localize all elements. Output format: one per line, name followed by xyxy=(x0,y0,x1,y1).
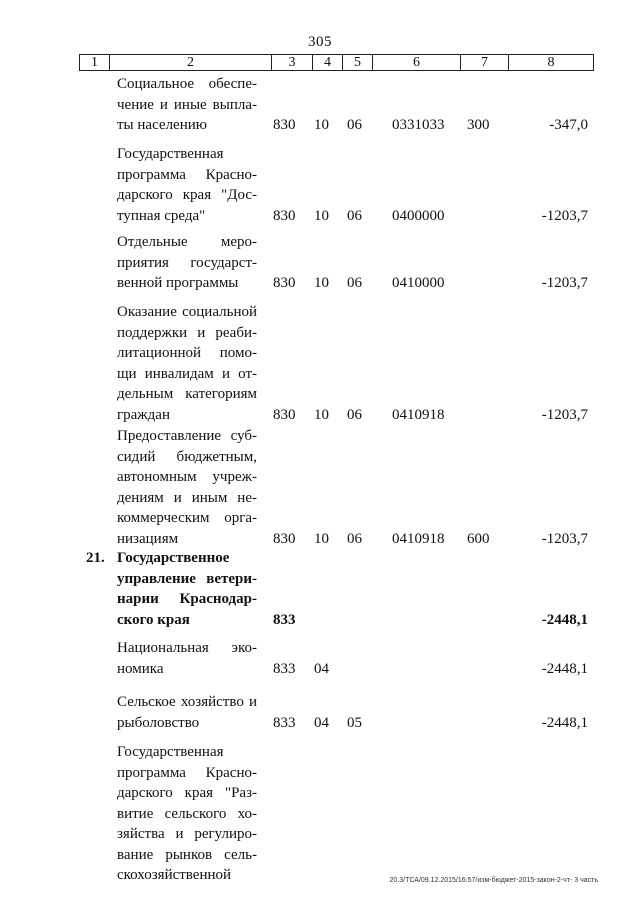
row-name-line: щи инвалидам и от- xyxy=(117,365,257,382)
row-name xyxy=(117,302,257,425)
cell-col-3: 833 xyxy=(273,660,296,677)
cell-col-8: -1203,7 xyxy=(541,275,588,291)
row-name-line: коммерческим орга- xyxy=(117,510,257,526)
row-name-line: чение и иные выпла- xyxy=(117,96,257,113)
cell-col-6: 0331033 xyxy=(392,117,445,133)
column-header-row xyxy=(80,55,594,71)
row-name-line: Государственное xyxy=(117,550,230,566)
row-name-line: поддержки и реаби- xyxy=(117,324,257,341)
row-name-line: нарии Краснодар- xyxy=(117,591,257,607)
cell-col-4: 10 xyxy=(314,117,329,133)
row-name-line: Предоставление суб- xyxy=(117,428,257,444)
cell-col-6: 0410000 xyxy=(392,275,445,291)
row-name-line: зяйства и регулиро- xyxy=(117,826,257,842)
cell-col-6: 0410918 xyxy=(392,406,445,423)
cell-col-3: 830 xyxy=(273,275,296,291)
row-name-line: витие сельского хо- xyxy=(117,805,257,822)
row-name-line: литационной помо- xyxy=(117,345,257,361)
cell-col-5: 06 xyxy=(347,207,362,224)
column-header-6: 6 xyxy=(373,55,461,71)
column-header-table xyxy=(79,54,594,71)
row-name-line: граждан xyxy=(117,406,170,423)
column-header-8: 8 xyxy=(509,55,594,71)
cell-col-6: 0410918 xyxy=(392,530,445,547)
cell-col-3: 830 xyxy=(273,406,296,423)
row-name-line: номика xyxy=(117,660,164,677)
row-name-line: скохозяйственной xyxy=(117,867,232,883)
cell-col-8: -2448,1 xyxy=(541,611,588,628)
row-name-line: ты населению xyxy=(117,117,207,133)
row-name xyxy=(117,74,257,136)
cell-col-7: 300 xyxy=(467,117,490,133)
page-number: 305 xyxy=(308,34,332,50)
cell-col-5: 06 xyxy=(347,530,362,547)
row-name-line: вание рынков сель- xyxy=(117,846,257,863)
row-name-line: Оказание социальной xyxy=(117,304,257,320)
row-name-line: Государственная xyxy=(117,146,224,162)
column-header-7: 7 xyxy=(461,55,509,71)
row-name-line: программа Красно- xyxy=(117,166,257,183)
cell-col-4: 10 xyxy=(314,406,329,423)
cell-col-3: 833 xyxy=(273,611,296,628)
cell-col-5: 06 xyxy=(347,275,362,291)
row-name-line: сидий бюджетным, xyxy=(117,448,257,465)
row-name-line: управление ветери- xyxy=(117,570,257,587)
row-name-line: дениям и иным не- xyxy=(117,489,257,506)
row-name-line: программа Красно- xyxy=(117,764,257,781)
row-name-line: приятия государст- xyxy=(117,254,257,271)
cell-col-8: -1203,7 xyxy=(541,207,588,224)
cell-col-5: 06 xyxy=(347,117,362,133)
cell-col-8: -2448,1 xyxy=(541,714,588,731)
cell-col-4: 04 xyxy=(314,714,329,731)
row-name-line: Социальное обеспе- xyxy=(117,76,257,92)
row-name-line: тупная среда" xyxy=(117,207,206,224)
cell-col-5: 05 xyxy=(347,714,362,731)
row-name xyxy=(117,232,257,294)
row-name-line: дельным категориям xyxy=(117,386,257,402)
row-name-line: венной программы xyxy=(117,275,239,291)
row-name-line: низациям xyxy=(117,530,179,547)
column-header-4: 4 xyxy=(313,55,343,71)
column-header-1: 1 xyxy=(80,55,110,71)
row-name-line: Отдельные меро- xyxy=(117,234,257,250)
cell-col-8: -2448,1 xyxy=(541,660,588,677)
cell-col-8: -1203,7 xyxy=(541,530,588,547)
row-name xyxy=(117,144,257,226)
cell-col-8: -347,0 xyxy=(549,117,588,133)
cell-col-4: 10 xyxy=(314,530,329,547)
cell-col-4: 04 xyxy=(314,660,329,677)
cell-col-6: 0400000 xyxy=(392,207,445,224)
row-name-line: автономным учреж- xyxy=(117,469,257,485)
row-number: 21. xyxy=(86,550,105,566)
cell-col-7: 600 xyxy=(467,530,490,547)
row-name xyxy=(117,426,257,549)
column-header-5: 5 xyxy=(343,55,373,71)
cell-col-5: 06 xyxy=(347,406,362,423)
row-name-line: ского края xyxy=(117,611,190,628)
row-name xyxy=(117,692,257,733)
footer-note: 20.3/ТСА/09.12.2015/16:57/изм-бюджет-2015-закон-2-чт- 3 часть xyxy=(389,877,598,884)
cell-col-4: 10 xyxy=(314,207,329,224)
cell-col-3: 833 xyxy=(273,714,296,731)
cell-col-4: 10 xyxy=(314,275,329,291)
row-name-line: Государственная xyxy=(117,744,224,760)
row-name-line: рыболовство xyxy=(117,714,200,731)
cell-col-3: 830 xyxy=(273,530,296,547)
cell-col-3: 830 xyxy=(273,117,296,133)
row-name xyxy=(117,638,257,679)
column-header-3: 3 xyxy=(272,55,313,71)
column-header-2: 2 xyxy=(110,55,272,71)
row-name-line: дарского края "Дос- xyxy=(117,187,257,203)
cell-col-8: -1203,7 xyxy=(541,406,588,423)
cell-col-3: 830 xyxy=(273,207,296,224)
row-name xyxy=(117,742,257,886)
row-name-line: Национальная эко- xyxy=(117,640,257,656)
row-name-line: дарского края "Раз- xyxy=(117,785,257,801)
row-name xyxy=(117,548,257,630)
row-name-line: Сельское хозяйство и xyxy=(117,694,257,710)
